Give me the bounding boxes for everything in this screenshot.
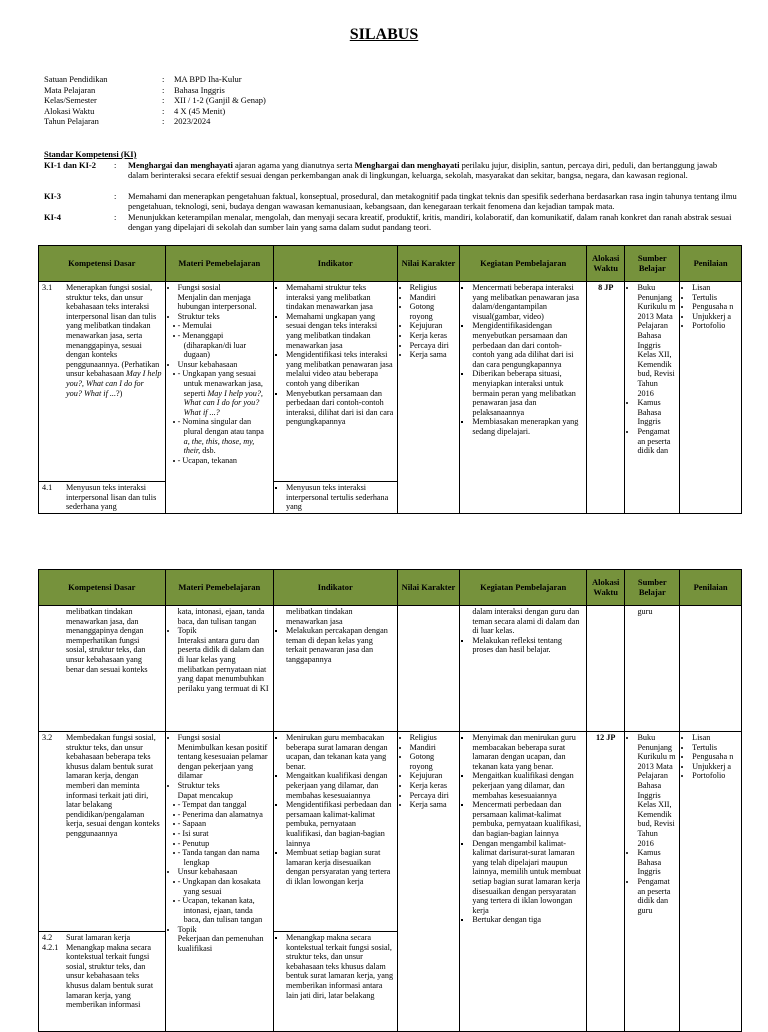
table-header-row <box>39 246 742 282</box>
ki-heading: Standar Kompetensi (KI) <box>44 149 137 159</box>
syllabus-table-1 <box>38 245 742 514</box>
col-header-kd: Kompetensi Dasar <box>39 246 166 282</box>
info-row: Satuan Pendidikan : MA BPD Iha-Kulur <box>44 74 242 84</box>
info-row: Tahun Pelajaran : 2023/2024 <box>44 116 211 126</box>
indikator-cell: ▪ Menyusun teks interaksi interpersonal tertulis sederhana yang <box>273 482 397 514</box>
info-row: Kelas/Semester : XII / 1-2 (Ganjil & Genap) <box>44 95 266 105</box>
kd-cell: 3.2 Membedakan fungsi sosial, struktur teks, dan unsur kebahasaan beberapa teks khusus dalam bentuk surat lamaran kerja, dengan memberi dan meminta informasi terkait jati diri, latar belakang pendidikan/pengalaman kerja, sesuai dengan konteks penggunaannya <box>39 732 166 932</box>
col-header-sumber: Sumber Belajar <box>625 246 680 282</box>
ki-3: KI-3 : Memahami dan menerapkan pengetahuan faktual, konseptual, prosedural, dan metakognitif pada tingkat teknis dan spesifik sederhana berdasarkan rasa ingin tahunya tentang ilmu pengetahuan, teknologi, seni, budaya dengan wawasan kemanusiaan, kebangsaan, dan kenegaraan terkait fenomena dan kejadian tampak mata. <box>44 191 737 211</box>
page-title: SILABUS <box>349 26 419 43</box>
col-header-indikator: Indikator <box>273 246 397 282</box>
materi-cell: kata, intonasi, ejaan, tanda baca, dan tulisan tangan • Topik Interaksi antara guru dan peserta didik di dalam dan di luar kelas yang melibatkan pernyataan niat yang dapat menumbuhkan perilaku yang termuat di KI <box>165 606 273 732</box>
kd-cell: 4.2 Surat lamaran kerja 4.2.1 Menangkap makna secara kontekstual terkait fungsi sosial, struktur teks, dan unsur kebahasaan teks khusus dalam bentuk surat lamaran kerja, yang memberikan informasi <box>39 932 166 1032</box>
kegiatan-cell: dalam interaksi dengan guru dan teman secara alami di dalam dan di luar kelas. ▪ Melakukan refleksi tentang proses dan hasil belajar. <box>460 606 587 732</box>
table-header-row <box>39 570 742 606</box>
penilaian-cell: • Lisan • Tertulis • Pengusaha n • Unjukkerj a • Portofolio <box>680 732 742 1032</box>
table-row <box>39 732 742 932</box>
kegiatan-cell: ▪ Menyimak dan menirukan guru membacakan beberapa surat lamaran dengan ucapan, dan tekanan kata yang benar. ▪ Mengaitkan kualifikasi dengan pekerjaan yang dilamar, dan membahas kesesuaiannya ▪ Mencermati perbedaan dan persamaan kalimat-kalimat pembuka, pernyataan kualifikasi, dan bagian-bagian lainnya ▪ Dengan mengambil kalimat-kalimat darisurat-surat lamaran yang telah dipelajari maupun lainnya, memilih untuk membuat setiap bagian surat lamaran kerja disesuaikan dengan persyaratan yang tertera di iklan lowongan kerja ▪ Bertukar dengan tiga <box>460 732 587 1032</box>
penilaian-cell: • Lisan • Tertulis • Pengusaha n • Unjukkerj a • Portofolio <box>680 282 742 514</box>
indikator-cell: ▪ Memahami struktur teks interaksi yang melibatkan tindakan menawarkan jasa ▪ Memahami ungkapan yang sesuai dengan teks interaksi yang melibatkan tindakan menawarkan jasa ▪ Mengidentifikasi teks interaksi yang melibatkan penawaran jasa melalui video atau beberapa contoh yang diberikan ▪ Menyebutkan persamaan dan perbedaan dari contoh-contoh interaksi, dilihat dari isi dan cara pengungkapannya <box>273 282 397 482</box>
nilai-cell <box>397 606 460 732</box>
indikator-cell: ▪ Menangkap makna secara kontekstual terkait fungsi sosial, struktur teks, dan unsur kebahasaan teks khusus dalam bentuk surat lamaran kerja, yang memberikan informasi antara lain jati diri, latar belakang <box>273 932 397 1032</box>
nilai-cell: • Religius • Mandiri • Gotong royong • Kejujuran • Kerja keras • Percaya diri • Kerja sama <box>397 732 460 1032</box>
col-header-alokasi: Alokasi Waktu <box>586 246 624 282</box>
col-header-penilaian: Penilaian <box>680 570 742 606</box>
col-header-kegiatan: Kegiatan Pembelajaran <box>460 246 587 282</box>
nilai-cell: • Religius • Mandiri • Gotong royong • Kejujuran • Kerja keras • Percaya diri • Kerja sama <box>397 282 460 514</box>
materi-cell: • Fungsi sosial Menjalin dan menjaga hubungan interpersonal. • Struktur teks - • Memulai - • Menanggapi (diharapkan/di luar dugaan) • Unsur kebahasaan - • Ungkapan yang sesuai untuk menawarkan jasa, seperti May I help you?, What can I do for you? What if ...? - • Nomina singular dan plural dengan atau tanpa a, the, this, those, my, their, dsb. - • Ucapan, tekanan <box>165 282 273 514</box>
col-header-kd: Kompetensi Dasar <box>39 570 166 606</box>
col-header-materi: Materi Pemebelajaran <box>165 570 273 606</box>
alokasi-cell: 12 JP <box>586 732 624 1032</box>
sumber-cell: • Buku Penunjang Kurikulu m 2013 Mata Pelajaran Bahasa Inggris Kelas XII, Kemendik bud, Revisi Tahun 2016 • Kamus Bahasa Inggris • Pengamat an peserta didik dan guru <box>625 732 680 1032</box>
info-block <box>44 74 266 127</box>
col-header-alokasi: Alokasi Waktu <box>586 570 624 606</box>
table-row <box>39 606 742 732</box>
table-row <box>39 282 742 482</box>
materi-cell: • Fungsi sosial Menimbulkan kesan positif tentang kesesuaian pelamar dengan pekerjaan yang dilamar • Struktur teks Dapat mencakup - • Tempat dan tanggal - • Penerima dan alamatnya - • Sapaan - • Isi surat - • Penutup - • Tanda tangan dan nama lengkap • Unsur kebahasaan - • Ungkapan dan kosakata yang sesuai - • Ucapan, tekanan kata, intonasi, ejaan, tanda baca, dan tulisan tangan • Topik Pekerjaan dan pemenuhan kualifikasi <box>165 732 273 1032</box>
sumber-cell: • Buku Penunjang Kurikulu m 2013 Mata Pelajaran Bahasa Inggris Kelas XII, Kemendik bud, Revisi Tahun 2016 • Kamus Bahasa Inggris • Pengamat an peserta didik dan <box>625 282 680 514</box>
col-header-penilaian: Penilaian <box>680 246 742 282</box>
info-row: Alokasi Waktu : 4 X (45 Menit) <box>44 105 226 116</box>
ki-4: KI-4 : Menunjukkan keterampilan menalar, mengolah, dan menyaji secara kreatif, produktif, kritis, mandiri, kolaboratif, dan komunikatif, dalam ranah konkret dan ranah abstrak sesuai dengan yang dipelajari di sekolah dan sumber lain yang sama dalam sudut pandang teori. <box>44 212 732 232</box>
kegiatan-cell: ▪ Mencermati beberapa interaksi yang melibatkan penawaran jasa dalam/dengantampilan visual(gambar, video) ▪ Mengidentifikasidengan menyebutkan persamaan dan perbedaan dan dari contoh-contoh yang ada dilihat dari isi dan cara pengungkapannya ▪ Diberikan beberapa situasi, menyiapkan interaksi untuk bermain peran yang melibatkan penawaran jasa dan pelaksanaannya ▪ Membiasakan menerapkan yang sedang dipelajari. <box>460 282 587 514</box>
alokasi-cell <box>586 606 624 732</box>
col-header-materi: Materi Pemebelajaran <box>165 246 273 282</box>
info-row: Mata Pelajaran : Bahasa Inggris <box>44 84 225 95</box>
col-header-nilai: Nilai Karakter <box>397 570 460 606</box>
sumber-cell: guru <box>625 606 680 732</box>
col-header-sumber: Sumber Belajar <box>625 570 680 606</box>
col-header-nilai: Nilai Karakter <box>397 246 460 282</box>
indikator-cell: melibatkan tindakan menawarkan jasa ▪ Melakukan percakapan dengan teman di depan kelas yang terkait penawaran jasa dan tanggapannya <box>273 606 397 732</box>
col-header-indikator: Indikator <box>273 570 397 606</box>
indikator-cell: ▪ Menirukan guru membacakan beberapa surat lamaran dengan ucapan, dan tekanan kata yang benar. ▪ Mengaitkan kualifikasi dengan pekerjaan yang dilamar, dan membahas kesesuaiannya ▪ Mengidentifikasi perbedaan dan persamaan kalimat-kalimat pembuka, pernyataan kualifikasi, dan bagian-bagian lainnya ▪ Membuat setiap bagian surat lamaran kerja disesuaikan dengan persyaratan yang tertera di iklan lowongan kerja <box>273 732 397 932</box>
kd-cell: 3.1 Menerapkan fungsi sosial, struktur teks, dan unsur kebahasaan teks interaksi interpersonal lisan dan tulis yang melibatkan tindakan menawarkan jasa, serta menanggapinya, sesuai dengan konteks penggunaannya. (Perhatikan unsur kebahasaan May I help you?, What can I do for you? What if ...?) <box>39 282 166 482</box>
ki-1-2: KI-1 dan KI-2 : Menghargai dan menghayati ajaran agama yang dianutnya serta Menghargai dan menghayati perilaku jujur, disiplin, santun, percaya diri, peduli, dan bertanggung jawab dalam berinteraksi secara efektif sesuai dengan perkembangan anak di lingkungan, keluarga, sekolah, masyarakat dan sekitar, bangsa, negara, dan kawasan regional. <box>44 160 718 180</box>
col-header-kegiatan: Kegiatan Pembelajaran <box>460 570 587 606</box>
kd-cell: melibatkan tindakan menawarkan jasa, dan menanggapinya dengan memperhatikan fungsi sosial, struktur teks, dan unsur kebahasaan yang benar dan sesuai konteks <box>39 606 166 732</box>
syllabus-table-2 <box>38 569 742 1032</box>
penilaian-cell <box>680 606 742 732</box>
alokasi-cell: 8 JP <box>586 282 624 514</box>
kd-cell: 4.1 Menyusun teks interaksi interpersonal lisan dan tulis sederhana yang <box>39 482 166 514</box>
